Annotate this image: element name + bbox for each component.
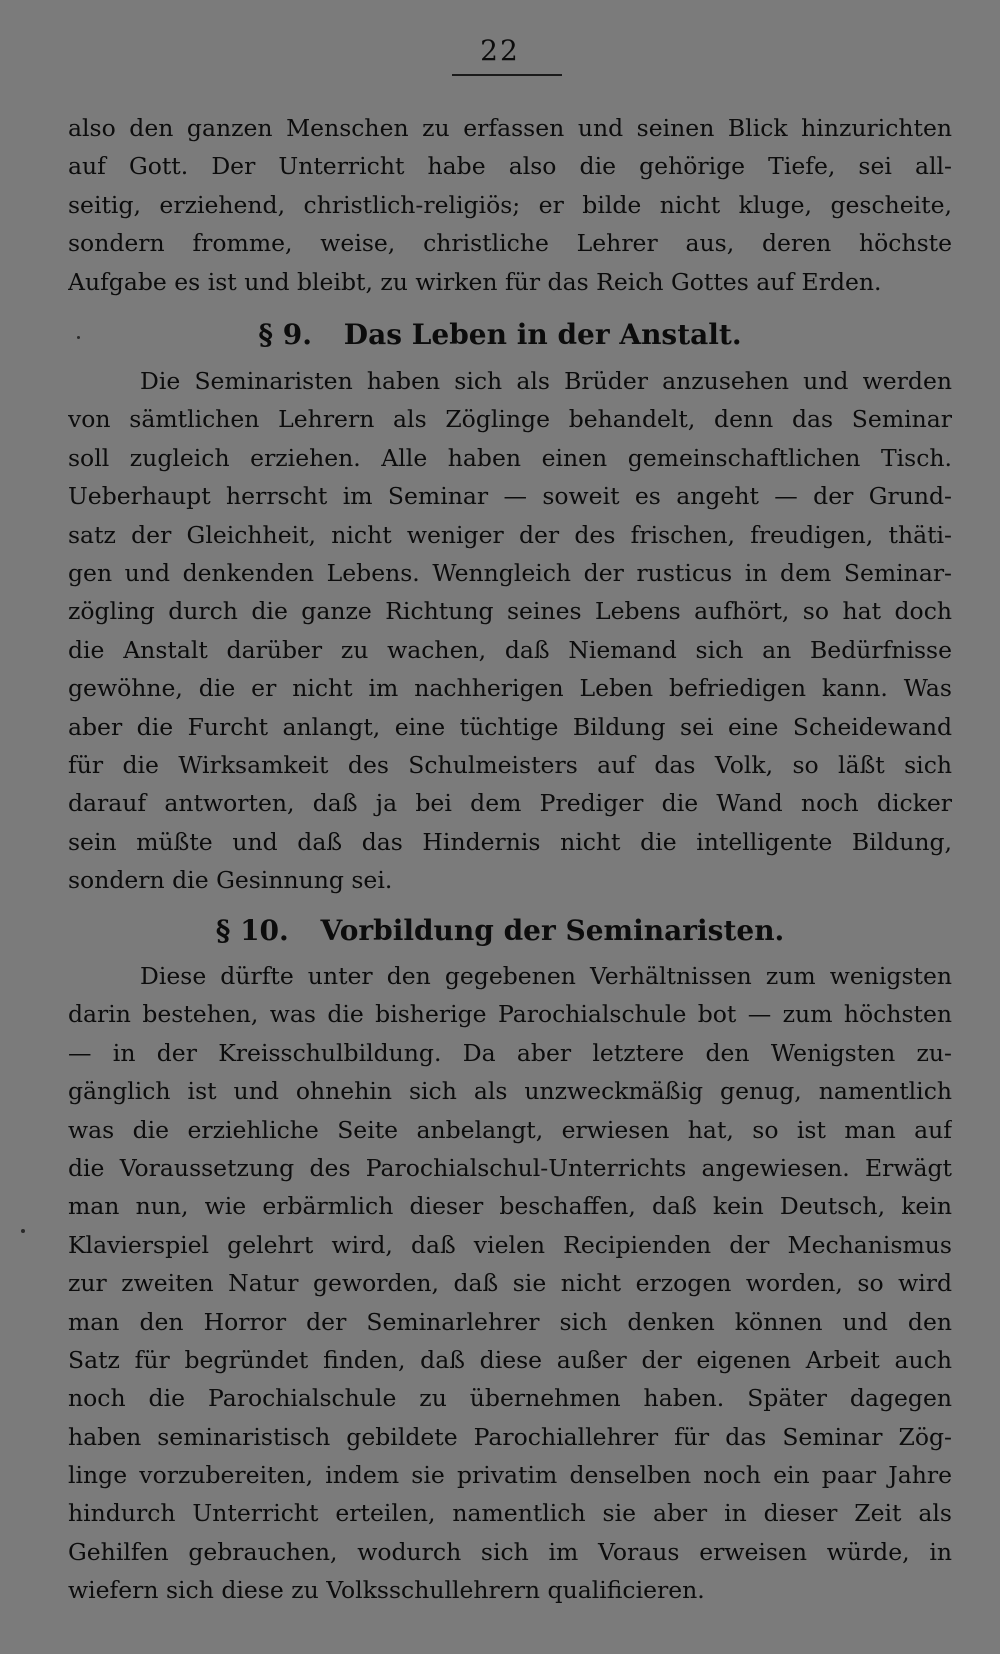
text-line: für die Wirksamkeit des Schulmeisters auf das Volk, so läßt sich bbox=[68, 750, 952, 779]
print-speck bbox=[77, 336, 80, 339]
text-line: darin bestehen, was die bisherige Parochialschule bot — zum höchsten bbox=[68, 1000, 952, 1029]
print-speck bbox=[21, 1229, 25, 1233]
section-heading-9 bbox=[0, 318, 1000, 351]
text-line: die Voraussetzung des Parochialschul-Unterrichts angewiesen. Erwägt bbox=[68, 1153, 952, 1182]
text-line: satz der Gleichheit, nicht weniger der des frischen, freudigen, thäti- bbox=[68, 520, 952, 549]
paragraph-2 bbox=[68, 362, 952, 899]
text-line: Diese dürfte unter den gegebenen Verhältnissen zum wenigsten bbox=[140, 962, 952, 990]
text-line: soll zugleich erziehen. Alle haben einen gemeinschaftlichen Tisch. bbox=[68, 443, 952, 472]
text-line: gänglich ist und ohnehin sich als unzweckmäßig genug, namentlich bbox=[68, 1077, 952, 1106]
text-line: haben seminaristisch gebildete Parochiallehrer für das Seminar Zög- bbox=[68, 1422, 952, 1451]
text-line: aber die Furcht anlangt, eine tüchtige Bildung sei eine Scheidewand bbox=[68, 712, 952, 741]
text-line: Klavierspiel gelehrt wird, daß vielen Recipienden der Mechanismus bbox=[68, 1230, 952, 1259]
text-line: die Anstalt darüber zu wachen, daß Niemand sich an Bedürfnisse bbox=[68, 635, 952, 664]
text-line: sondern fromme, weise, christliche Lehrer aus, deren höchste bbox=[68, 229, 952, 258]
text-line: man den Horror der Seminarlehrer sich denken können und den bbox=[68, 1307, 952, 1336]
text-line: — in der Kreisschulbildung. Da aber letztere den Wenigsten zu- bbox=[68, 1038, 952, 1067]
text-line: linge vorzubereiten, indem sie privatim denselben noch ein paar Jahre bbox=[68, 1461, 952, 1490]
text-line: gen und denkenden Lebens. Wenngleich der rusticus in dem Seminar- bbox=[68, 558, 952, 587]
text-line: Ueberhaupt herrscht im Seminar — soweit es angeht — der Grund- bbox=[68, 482, 952, 511]
text-line: Aufgabe es ist und bleibt, zu wirken für das Reich Gottes auf Erden. bbox=[68, 267, 882, 296]
text-line: zögling durch die ganze Richtung seines Lebens aufhört, so hat doch bbox=[68, 597, 952, 626]
text-line: darauf antworten, daß ja bei dem Prediger die Wand noch dicker bbox=[68, 789, 952, 818]
section-number: § 9. bbox=[258, 318, 313, 351]
text-line: hindurch Unterricht erteilen, namentlich sie aber in dieser Zeit als bbox=[68, 1499, 952, 1528]
text-line: seitig, erziehend, christlich-religiös; er bilde nicht kluge, gescheite, bbox=[68, 190, 952, 219]
text-line: auf Gott. Der Unterricht habe also die gehörige Tiefe, sei all- bbox=[68, 152, 952, 181]
page-number: 22 bbox=[480, 34, 520, 67]
text-line: noch die Parochialschule zu übernehmen haben. Später dagegen bbox=[68, 1384, 952, 1413]
text-line: was die erziehliche Seite anbelangt, erwiesen hat, so ist man auf bbox=[68, 1115, 952, 1144]
text-line: sein müßte und daß das Hindernis nicht die intelligente Bildung, bbox=[68, 827, 952, 856]
text-line: wiefern sich diese zu Volksschullehrern qualificieren. bbox=[68, 1576, 705, 1605]
section-title: Das Leben in der Anstalt. bbox=[343, 318, 742, 351]
text-line: gewöhne, die er nicht im nachherigen Leben befriedigen kann. Was bbox=[68, 674, 952, 703]
section-number: § 10. bbox=[215, 914, 289, 947]
text-line: Satz für begründet finden, daß diese außer der eigenen Arbeit auch bbox=[68, 1345, 952, 1374]
text-line: Gehilfen gebrauchen, wodurch sich im Voraus erweisen würde, in bbox=[68, 1537, 952, 1566]
section-title: Vorbildung der Seminaristen. bbox=[320, 914, 785, 947]
text-line: sondern die Gesinnung sei. bbox=[68, 866, 393, 895]
text-line: also den ganzen Menschen zu erfassen und seinen Blick hinzurichten bbox=[68, 114, 952, 142]
page-number-rule bbox=[452, 74, 562, 76]
text-line: von sämtlichen Lehrern als Zöglinge behandelt, denn das Seminar bbox=[68, 405, 952, 434]
text-line: zur zweiten Natur geworden, daß sie nicht erzogen worden, so wird bbox=[68, 1269, 952, 1298]
paragraph-3 bbox=[68, 957, 952, 1610]
text-line: Die Seminaristen haben sich als Brüder anzusehen und werden bbox=[140, 367, 952, 395]
paragraph-1 bbox=[68, 109, 952, 301]
text-line: man nun, wie erbärmlich dieser beschaffen, daß kein Deutsch, kein bbox=[68, 1192, 952, 1221]
section-heading-10 bbox=[0, 914, 1000, 947]
